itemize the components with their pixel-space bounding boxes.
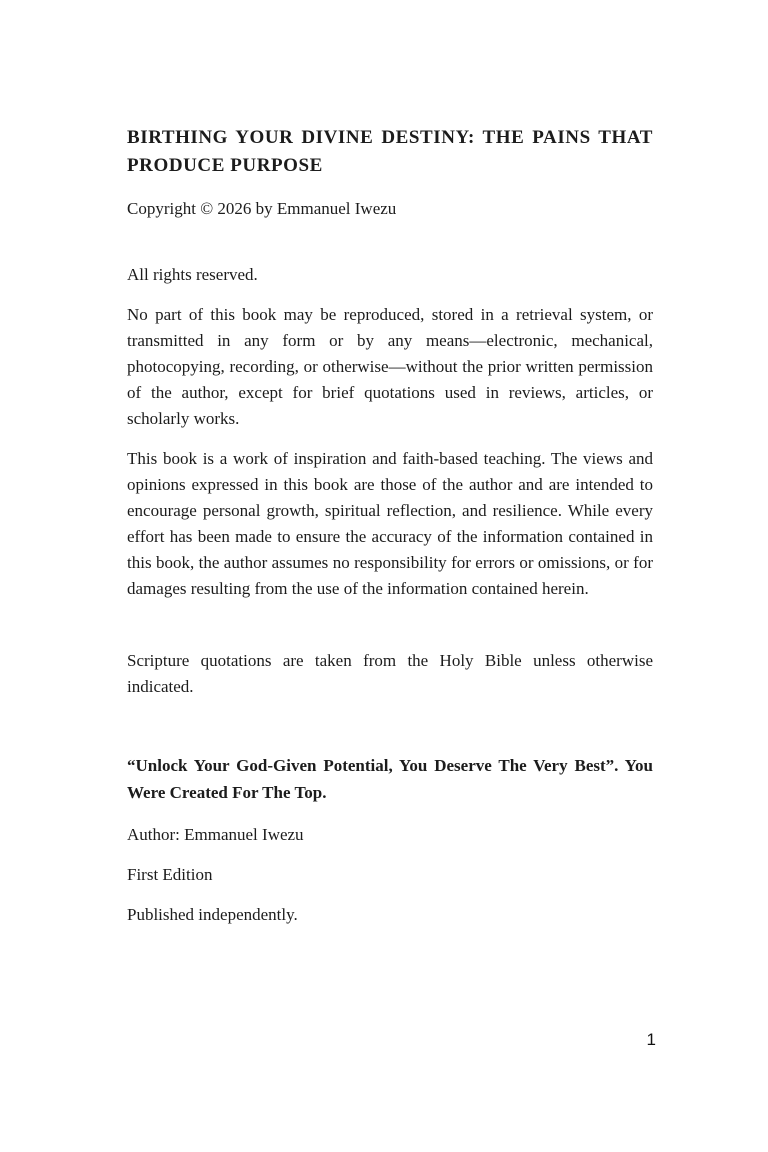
tagline: “Unlock Your God-Given Potential, You Deserve The Very Best”. You Were Created For The Top. — [127, 756, 653, 802]
edition-line: First Edition — [127, 865, 213, 884]
paragraph-all-rights-reserved: All rights reserved. — [127, 265, 258, 284]
paragraph-scripture-note: Scripture quotations are taken from the Holy Bible unless otherwise indicated. — [127, 651, 653, 696]
author-line: Author: Emmanuel Iwezu — [127, 825, 304, 844]
publisher-line: Published independently. — [127, 905, 298, 924]
page-number: 1 — [646, 1030, 656, 1049]
paragraph-reproduction-notice: No part of this book may be reproduced, stored in a retrieval system, or transmitted in any form or by any means—electronic, mechanical, photocopying, recording, or otherwise—without the prior written permission of the author, except for brief quotations used in reviews, articles, or scholarly works. — [127, 305, 653, 428]
book-title: BIRTHING YOUR DIVINE DESTINY: THE PAINS THAT PRODUCE PURPOSE — [127, 127, 653, 176]
paragraph-disclaimer: This book is a work of inspiration and faith-based teaching. The views and opinions expressed in this book are those of the author and are intended to encourage personal growth, spiritual reflection, and resilience. While every effort has been made to ensure the accuracy of the information contained in this book, the author assumes no responsibility for errors or omissions, or for damages resulting from the use of the information contained herein. — [127, 449, 653, 598]
copyright-line: Copyright © 2026 by Emmanuel Iwezu — [127, 199, 397, 218]
